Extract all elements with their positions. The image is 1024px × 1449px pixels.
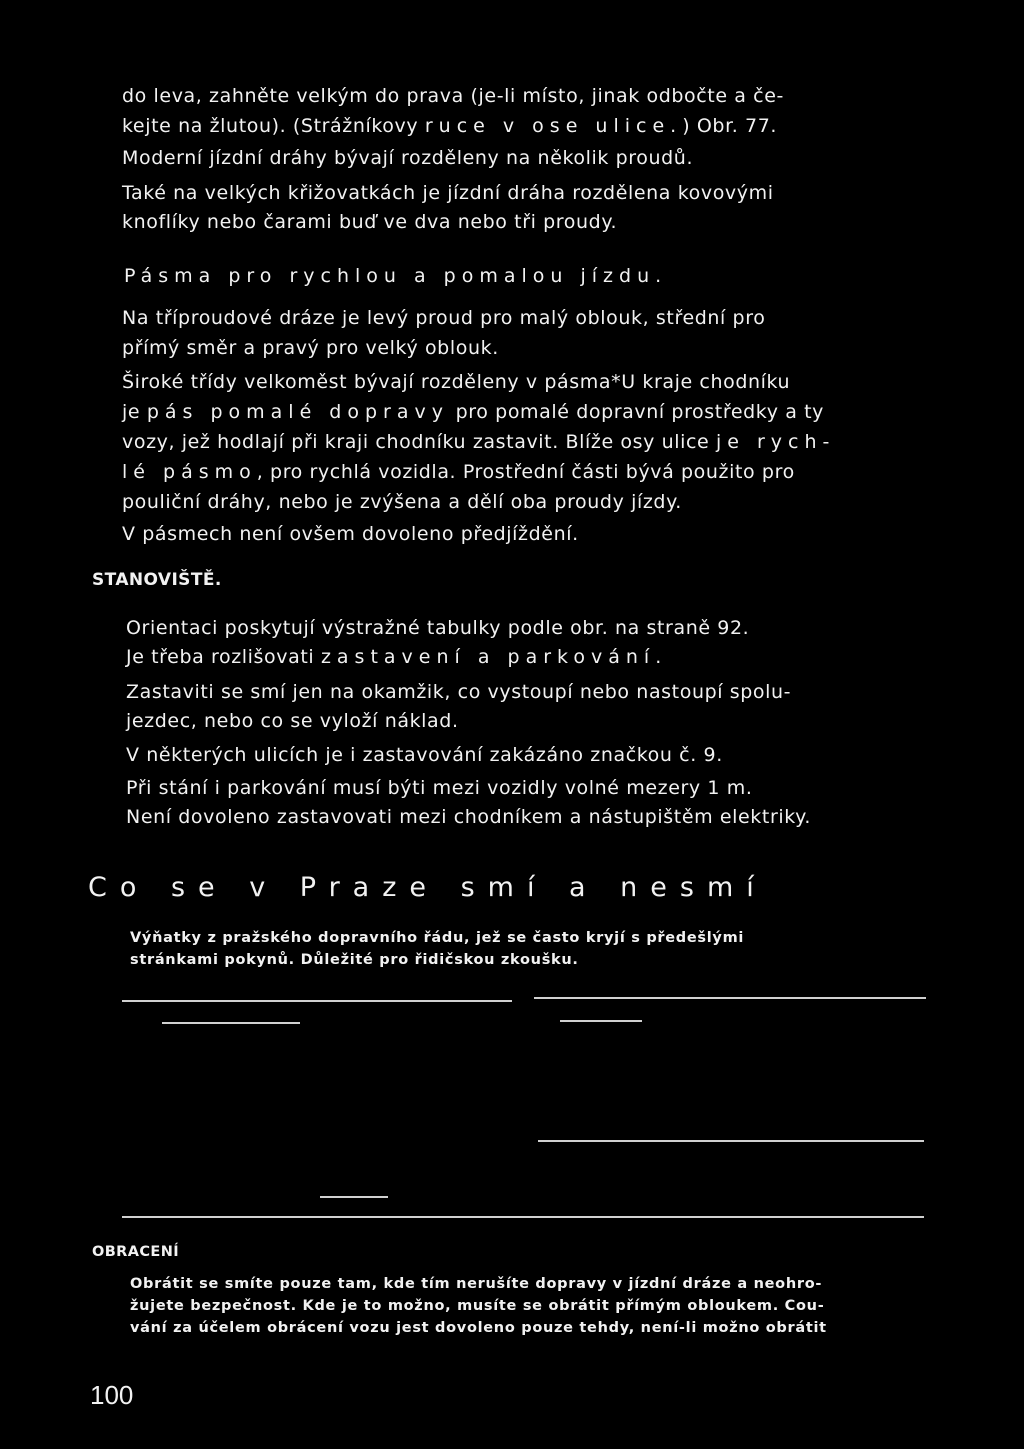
spaced-text: pás pomalé dopravy [146,401,449,423]
spaced-text: ruce v ose ulice. [424,115,683,137]
text-line: žujete bezpečnost. Kde je to možno, musíte se obrátit přímým obloukem. Cou- [130,1298,825,1314]
text-segment: kejte na žlutou). (Strážníkovy [122,115,425,137]
text-segment: ) Obr. 77. [682,115,778,137]
text-line: přímý směr a pravý pro velký oblouk. [122,337,499,359]
spaced-text: je rych- [715,431,836,453]
text-line [122,430,835,454]
spaced-text: lé pásmo [122,461,257,483]
text-segment: je [122,401,147,423]
text-line: Moderní jízdní dráhy bývají rozděleny na několik proudů. [122,147,694,169]
text-line: Na tříproudové dráze je levý proud pro malý oblouk, střední pro [122,307,766,329]
spaced-text: zastavení a parkování. [320,646,668,668]
text-line: Není dovoleno zastavovati mezi chodníkem a nástupištěm elektriky. [126,806,811,828]
horizontal-rule [320,1196,388,1198]
section-title: Co se v Praze smí a nesmí [88,872,767,903]
text-segment: , pro rychlá vozidla. Prostřední části bývá použito pro [256,461,795,483]
text-line: pouliční dráhy, nebo je zvýšena a dělí oba proudy jízdy. [122,491,682,513]
section-subtitle-line: Výňatky z pražského dopravního řádu, jež se často kryjí s předešlými [130,930,745,946]
text-line: Široké třídy velkoměst bývají rozděleny v pásma*U kraje chodníku [122,371,791,393]
text-line: jezdec, nebo co se vyloží náklad. [126,710,459,732]
text-line [122,460,795,484]
text-line: Při stání i parkování musí býti mezi vozidly volné mezery 1 m. [126,777,753,799]
text-line [122,400,824,424]
text-line: Zastaviti se smí jen na okamžik, co vystoupí nebo nastoupí spolu- [126,681,792,703]
horizontal-rule [538,1140,924,1142]
horizontal-rule [534,997,926,999]
subheading: Pásma pro rychlou a pomalou jízdu. [124,265,668,287]
text-line: Také na velkých křižovatkách je jízdní dráha rozdělena kovovými [122,182,774,204]
section-heading: OBRACENÍ [92,1244,180,1260]
text-segment: Je třeba rozlišovati [126,646,321,668]
section-heading: STANOVIŠTĚ. [92,570,222,590]
horizontal-rule [122,1216,924,1218]
section-subtitle-line: stránkami pokynů. Důležité pro řidičskou zkoušku. [130,952,579,968]
text-line: V některých ulicích je i zastavování zakázáno značkou č. 9. [126,744,723,766]
page-number: 100 [90,1380,134,1410]
text-line [126,645,667,669]
text-line: do leva, zahněte velkým do prava (je-li místo, jinak odbočte a če- [122,85,784,107]
text-segment: vozy, jež hodlají při kraji chodníku zastavit. Blíže osy ulice [122,431,716,453]
text-line: Obrátit se smíte pouze tam, kde tím nerušíte dopravy v jízdní dráze a neohro- [130,1276,823,1292]
text-line: V pásmech není ovšem dovoleno předjíždění. [122,523,579,545]
text-segment: pro pomalé dopravní prostředky a ty [449,401,824,423]
horizontal-rule [162,1022,300,1024]
text-line: Orientaci poskytují výstražné tabulky podle obr. na straně 92. [126,617,750,639]
text-line [122,114,777,138]
text-line: knoflíky nebo čarami buď ve dva nebo tři proudy. [122,211,618,233]
horizontal-rule [122,1000,512,1002]
text-line: vání za účelem obrácení vozu jest dovoleno pouze tehdy, není-li možno obrátit [130,1320,827,1336]
horizontal-rule [560,1020,642,1022]
